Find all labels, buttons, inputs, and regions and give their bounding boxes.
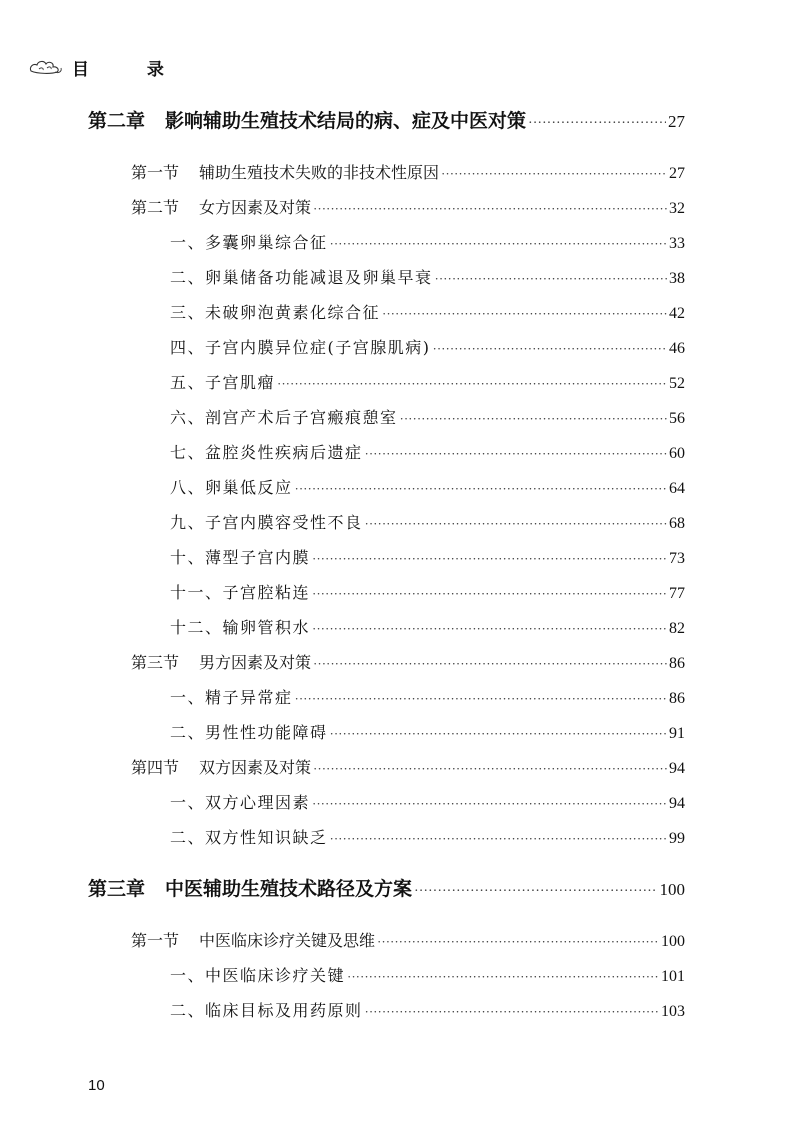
toc-entry-item[interactable]	[170, 270, 685, 287]
toc-entry-title: 十二、输卵管积水	[170, 618, 311, 637]
toc-entry-page: 103	[661, 1003, 685, 1020]
dot-leader	[330, 237, 667, 250]
toc-entry-title: 影响辅助生殖技术结局的病、症及中医对策	[165, 110, 527, 132]
dot-leader	[435, 272, 667, 285]
toc-entry-page: 52	[669, 375, 685, 392]
toc-entry-title: 八、卵巢低反应	[170, 478, 293, 497]
dot-leader	[377, 935, 659, 948]
toc-entry-title: 十、薄型子宫内膜	[170, 548, 311, 567]
toc-header-title: 目 录	[72, 59, 190, 80]
dot-leader	[313, 202, 667, 215]
toc-entry-page: 27	[668, 112, 685, 131]
toc-entry-page: 32	[669, 200, 685, 217]
dot-leader	[312, 552, 667, 565]
toc-entry-label: 第一节	[131, 931, 180, 950]
toc-entry-item[interactable]	[170, 830, 685, 847]
toc-entry-title: 双方因素及对策	[199, 758, 312, 777]
dot-leader	[365, 517, 667, 530]
toc-entry-item[interactable]	[170, 585, 685, 602]
dot-leader	[441, 167, 667, 180]
toc-entry-title: 一、精子异常症	[170, 688, 293, 707]
toc-entry-item[interactable]	[170, 305, 685, 322]
toc-entry-page: 56	[669, 410, 685, 427]
toc-entry-title: 辅助生殖技术失败的非技术性原因	[199, 163, 440, 182]
dot-leader	[295, 482, 667, 495]
toc-entry-title: 中医临床诊疗关键及思维	[199, 931, 376, 950]
toc-entry-section[interactable]	[131, 655, 685, 672]
dot-leader	[312, 622, 667, 635]
toc-entry-page: 46	[669, 340, 685, 357]
toc-entry-page: 77	[669, 585, 685, 602]
dot-leader	[347, 970, 659, 983]
toc-entry-page: 68	[669, 515, 685, 532]
dot-leader	[400, 412, 667, 425]
toc-entry-section[interactable]	[131, 933, 685, 950]
toc-entry-item[interactable]	[170, 515, 685, 532]
toc-entry-item[interactable]	[170, 480, 685, 497]
running-header	[28, 52, 190, 82]
toc-entry-page: 64	[669, 480, 685, 497]
toc-entry-label: 第四节	[131, 758, 180, 777]
dot-leader	[312, 587, 667, 600]
toc-entry-title: 中医辅助生殖技术路径及方案	[165, 878, 413, 900]
toc-entry-label: 第二节	[131, 198, 180, 217]
toc-entry-page: 42	[669, 305, 685, 322]
toc-entry-item[interactable]	[170, 620, 685, 637]
dot-leader	[382, 307, 667, 320]
toc-entry-title: 四、子宫内膜异位症(子宫腺肌病)	[170, 338, 431, 357]
toc-entry-page: 60	[669, 445, 685, 462]
toc-entry-title: 七、盆腔炎性疾病后遗症	[170, 443, 363, 462]
toc-entry-page: 94	[669, 760, 685, 777]
dot-leader	[295, 692, 667, 705]
toc-entry-title: 九、子宫内膜容受性不良	[170, 513, 363, 532]
toc-entry-title: 一、双方心理因素	[170, 793, 311, 812]
toc-entry-title: 十一、子宫腔粘连	[170, 583, 311, 602]
toc-entry-title: 二、临床目标及用药原则	[170, 1001, 363, 1020]
toc-entry-page: 27	[669, 165, 685, 182]
dot-leader	[330, 832, 667, 845]
dot-leader	[365, 1005, 659, 1018]
toc-entry-item[interactable]	[170, 550, 685, 567]
toc-entry-chapter[interactable]	[88, 112, 685, 131]
toc-entry-page: 38	[669, 270, 685, 287]
toc-entry-item[interactable]	[170, 235, 685, 252]
toc-entry-title: 女方因素及对策	[199, 198, 312, 217]
toc-entry-item[interactable]	[170, 795, 685, 812]
toc-entry-item[interactable]	[170, 725, 685, 742]
dot-leader	[277, 377, 667, 390]
toc-entry-page: 99	[669, 830, 685, 847]
toc-entry-title: 五、子宫肌瘤	[170, 373, 276, 392]
toc-entry-item[interactable]	[170, 375, 685, 392]
toc-entry-title: 三、未破卵泡黄素化综合征	[170, 303, 381, 322]
toc-entry-page: 86	[669, 690, 685, 707]
toc-entry-section[interactable]	[131, 760, 685, 777]
page-number: 10	[88, 1077, 105, 1094]
cloud-ornament-icon	[28, 56, 64, 78]
toc-entry-page: 73	[669, 550, 685, 567]
toc-entry-item[interactable]	[170, 968, 685, 985]
dot-leader	[313, 657, 667, 670]
toc-entry-section[interactable]	[131, 165, 685, 182]
dot-leader	[414, 885, 657, 899]
dot-leader	[433, 342, 668, 355]
toc-entry-item[interactable]	[170, 410, 685, 427]
toc-entry-title: 六、剖宫产术后子宫瘢痕憩室	[170, 408, 398, 427]
toc-entry-section[interactable]	[131, 200, 685, 217]
toc-entry-page: 94	[669, 795, 685, 812]
toc-entry-page: 86	[669, 655, 685, 672]
toc-entry-label: 第三节	[131, 653, 180, 672]
dot-leader	[312, 797, 667, 810]
toc-entry-label: 第二章	[88, 110, 146, 132]
toc-entry-page: 100	[659, 880, 685, 899]
toc-entry-chapter[interactable]	[88, 880, 685, 899]
toc-entry-title: 二、卵巢储备功能减退及卵巢早衰	[170, 268, 433, 287]
dot-leader	[313, 762, 667, 775]
toc-entry-title: 二、双方性知识缺乏	[170, 828, 328, 847]
toc-entry-page: 91	[669, 725, 685, 742]
toc-entry-title: 一、中医临床诊疗关键	[170, 966, 346, 985]
dot-leader	[330, 727, 667, 740]
toc-entry-page: 101	[661, 968, 685, 985]
toc-entry-title: 二、男性性功能障碍	[170, 723, 328, 742]
toc-entry-item[interactable]	[170, 1003, 685, 1020]
dot-leader	[365, 447, 667, 460]
dot-leader	[528, 117, 666, 131]
toc-entry-item[interactable]	[170, 690, 685, 707]
toc-entry-item[interactable]	[170, 445, 685, 462]
toc-entry-page: 33	[669, 235, 685, 252]
toc-entry-label: 第三章	[88, 878, 146, 900]
toc-entry-title: 男方因素及对策	[199, 653, 312, 672]
toc-entry-page: 82	[669, 620, 685, 637]
toc-entry-item[interactable]	[170, 340, 685, 357]
toc-entry-title: 一、多囊卵巢综合征	[170, 233, 328, 252]
toc-entry-page: 100	[661, 933, 685, 950]
toc-entry-label: 第一节	[131, 163, 180, 182]
